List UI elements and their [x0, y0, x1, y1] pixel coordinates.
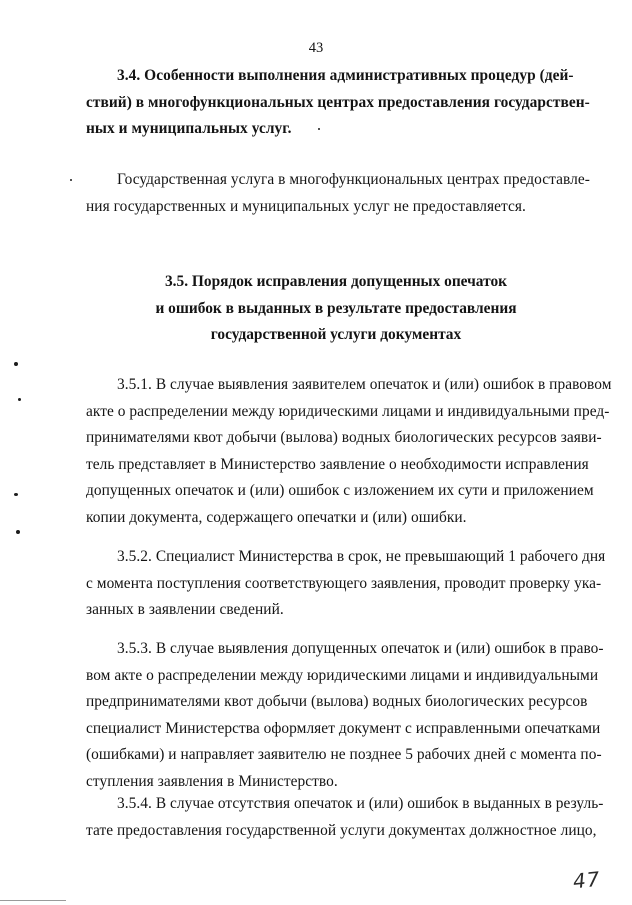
paragraph-line: копии документа, содержащего опечатки и (или) ошибки. — [86, 508, 467, 526]
handwritten-page-number: 47 — [571, 866, 602, 894]
paragraph-line: тате предоставления государственной услуги документах должностное лицо, — [86, 821, 597, 839]
paragraph-3-5-4 — [86, 791, 604, 844]
scan-speck — [14, 362, 18, 366]
paragraph-3-5-1 — [86, 372, 612, 532]
paragraph-line: допущенных опечаток и (или) ошибок с изложением их сути и приложением — [86, 482, 594, 500]
paragraph-line: (ошибками) и направляет заявителю не позднее 5 рабочих дней с момента по- — [86, 746, 602, 764]
heading-line: ствий) в многофункциональных центрах предоставления государствен- — [86, 93, 590, 111]
scan-speck — [318, 128, 320, 130]
paragraph-line: 3.5.4. В случае отсутствия опечаток и (или) ошибок в выданных в резуль- — [117, 795, 604, 812]
heading-line: ных и муниципальных услуг. — [86, 120, 292, 138]
paragraph-line: занных в заявлении сведений. — [86, 601, 284, 619]
section-3-4-paragraph — [86, 167, 590, 220]
scan-speck — [18, 398, 21, 401]
heading-line: государственной услуги документах — [210, 326, 462, 344]
paragraph-line: предпринимателями квот добычи (вылова) водных биологических ресурсов — [86, 693, 588, 711]
paragraph-line: специалист Министерства оформляет документ с исправленными опечатками — [86, 719, 601, 737]
heading-line: и ошибок в выданных в результате предоставления — [155, 299, 517, 317]
paragraph-3-5-2 — [86, 544, 606, 624]
paragraph-line: вом акте о распределении между юридическими лицами и индивидуальными — [86, 666, 599, 684]
section-3-4-heading — [86, 63, 590, 143]
scan-speck — [14, 493, 18, 496]
scan-speck — [70, 179, 72, 181]
paragraph-line: акте о распределении между юридическими лицами и индивидуальными пред- — [86, 402, 610, 420]
scan-speck — [16, 530, 20, 534]
paragraph-line: ния государственных и муниципальных услуг не предоставляется. — [86, 197, 526, 215]
page-number: 43 — [308, 40, 324, 56]
paragraph-line: с момента поступления соответствующего заявления, проводит проверку ука- — [86, 574, 602, 592]
paragraph-3-5-3 — [86, 636, 604, 796]
paragraph-line: Государственная услуга в многофункциональных центрах предоставле- — [117, 171, 590, 188]
section-3-5-heading — [86, 269, 586, 349]
paragraph-line: 3.5.1. В случае выявления заявителем опечаток и (или) ошибок в правовом — [117, 376, 612, 393]
scan-edge-line — [0, 900, 66, 901]
paragraph-line: тель представляет в Министерство заявление о необходимости исправления — [86, 455, 589, 473]
heading-line: 3.4. Особенности выполнения административных процедур (дей- — [117, 67, 574, 84]
paragraph-line: ступления заявления в Министерство. — [86, 772, 338, 790]
paragraph-line: 3.5.3. В случае выявления допущенных опечаток и (или) ошибок в право- — [117, 640, 604, 657]
paragraph-line: принимателями квот добычи (вылова) водных биологических ресурсов заяви- — [86, 429, 602, 447]
heading-line: 3.5. Порядок исправления допущенных опечаток — [164, 273, 508, 290]
paragraph-line: 3.5.2. Специалист Министерства в срок, не превышающий 1 рабочего дня — [117, 548, 606, 565]
